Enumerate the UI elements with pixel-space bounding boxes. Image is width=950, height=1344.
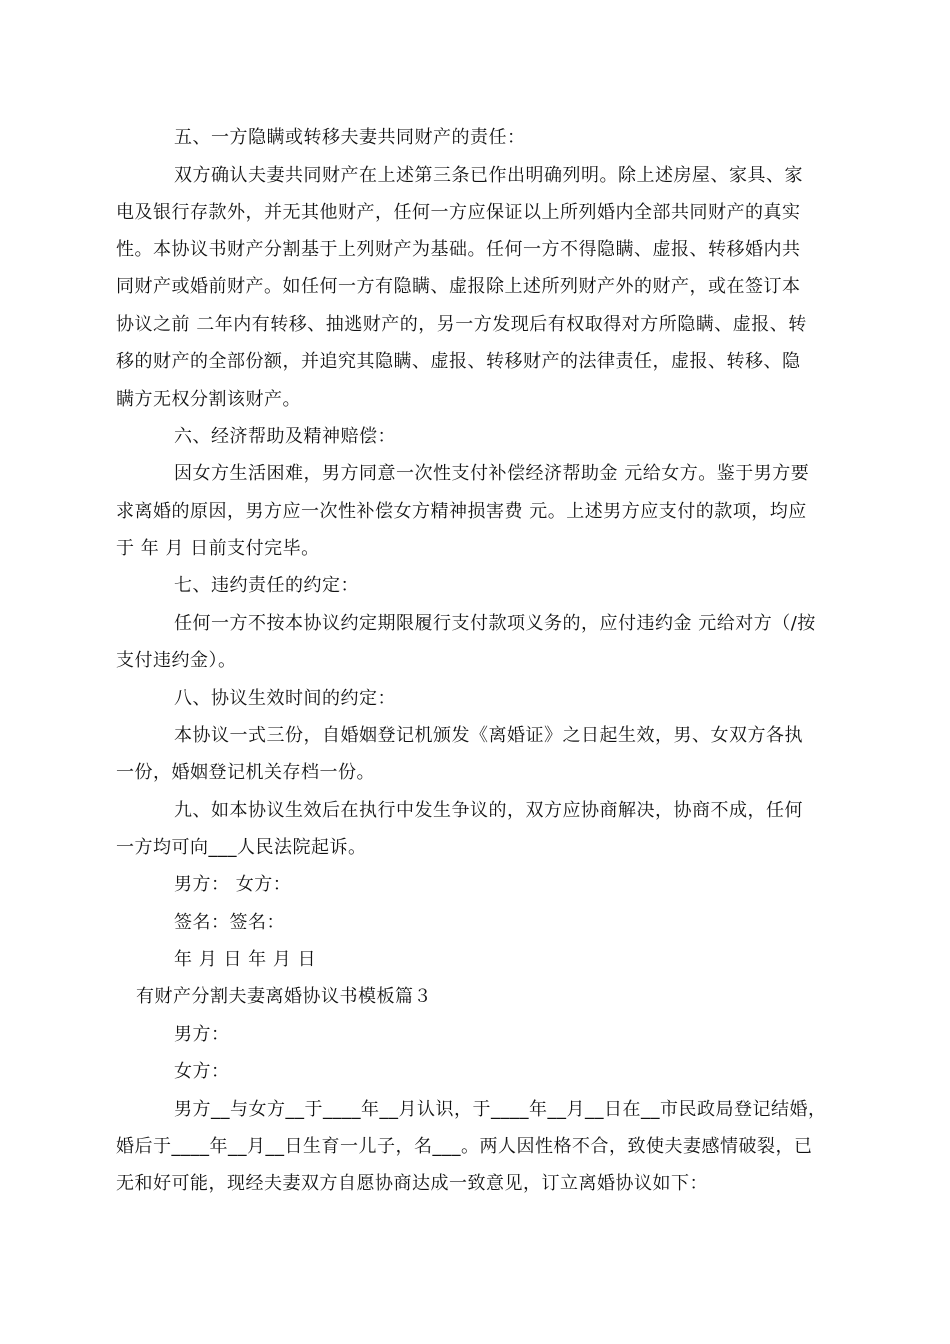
paragraph-line: 电及银行存款外，并无其他财产，任何一方应保证以上所列婚内全部共同财产的真实	[116, 202, 801, 223]
paragraph-line: 男方__与女方__于____年__月认识，于____年__月__日在__市民政局登记结婚，	[174, 1099, 827, 1120]
section-heading: 五、一方隐瞒或转移夫妻共同财产的责任：	[174, 127, 526, 148]
paragraph-line: 一方均可向___人民法院起诉。	[116, 837, 367, 858]
signature-parties: 男方： 女方：	[174, 874, 292, 895]
paragraph-line: 性。本协议书财产分割基于上列财产为基础。任何一方不得隐瞒、虚报、转移婚内共	[116, 239, 801, 260]
paragraph-line: 协议之前 二年内有转移、抽逃财产的，另一方发现后有权取得对方所隐瞒、虚报、转	[116, 314, 807, 335]
paragraph-line: 求离婚的原因，男方应一次性补偿女方精神损害费 元。上述男方应支付的款项，均应	[116, 501, 807, 522]
paragraph-line: 无和好可能，现经夫妻双方自愿协商达成一致意见，订立离婚协议如下：	[116, 1173, 708, 1194]
signature-line: 签名：签名：	[174, 912, 285, 933]
party-line: 男方：	[174, 1024, 230, 1045]
paragraph-line: 双方确认夫妻共同财产在上述第三条已作出明确列明。除上述房屋、家具、家	[174, 165, 803, 186]
paragraph-line: 支付违约金）。	[116, 650, 237, 671]
paragraph-line: 本协议一式三份，自婚姻登记机颁发《离婚证》之日起生效，男、女双方各执	[174, 725, 803, 746]
paragraph-line: 一份，婚姻登记机关存档一份。	[116, 762, 375, 783]
date-line: 年 月 日 年 月 日	[174, 949, 317, 970]
section-heading: 七、违约责任的约定：	[174, 575, 359, 596]
section-heading: 八、协议生效时间的约定：	[174, 688, 396, 709]
section-heading: 六、经济帮助及精神赔偿：	[174, 426, 396, 447]
paragraph-line: 移的财产的全部份额，并追究其隐瞒、虚报、转移财产的法律责任，虚报、转移、隐	[116, 351, 801, 372]
paragraph-line: 同财产或婚前财产。如任何一方有隐瞒、虚报除上述所列财产外的财产，或在签订本	[116, 276, 801, 297]
paragraph-line: 婚后于____年__月__日生育一儿子，名___。两人因性格不合，致使夫妻感情破裂，已	[116, 1136, 813, 1157]
paragraph-line: 瞒方无权分割该财产。	[116, 389, 301, 410]
paragraph-line: 于 年 月 日前支付完毕。	[116, 538, 320, 559]
paragraph-line: 九、如本协议生效后在执行中发生争议的，双方应协商解决，协商不成，任何	[174, 800, 803, 821]
party-line: 女方：	[174, 1061, 230, 1082]
paragraph-line: 任何一方不按本协议约定期限履行支付款项义务的，应付违约金 元给对方（/按	[174, 613, 816, 634]
paragraph-line: 因女方生活困难，男方同意一次性支付补偿经济帮助金 元给女方。鉴于男方要	[174, 463, 810, 484]
section-title: 有财产分割夫妻离婚协议书模板篇３	[136, 986, 432, 1007]
